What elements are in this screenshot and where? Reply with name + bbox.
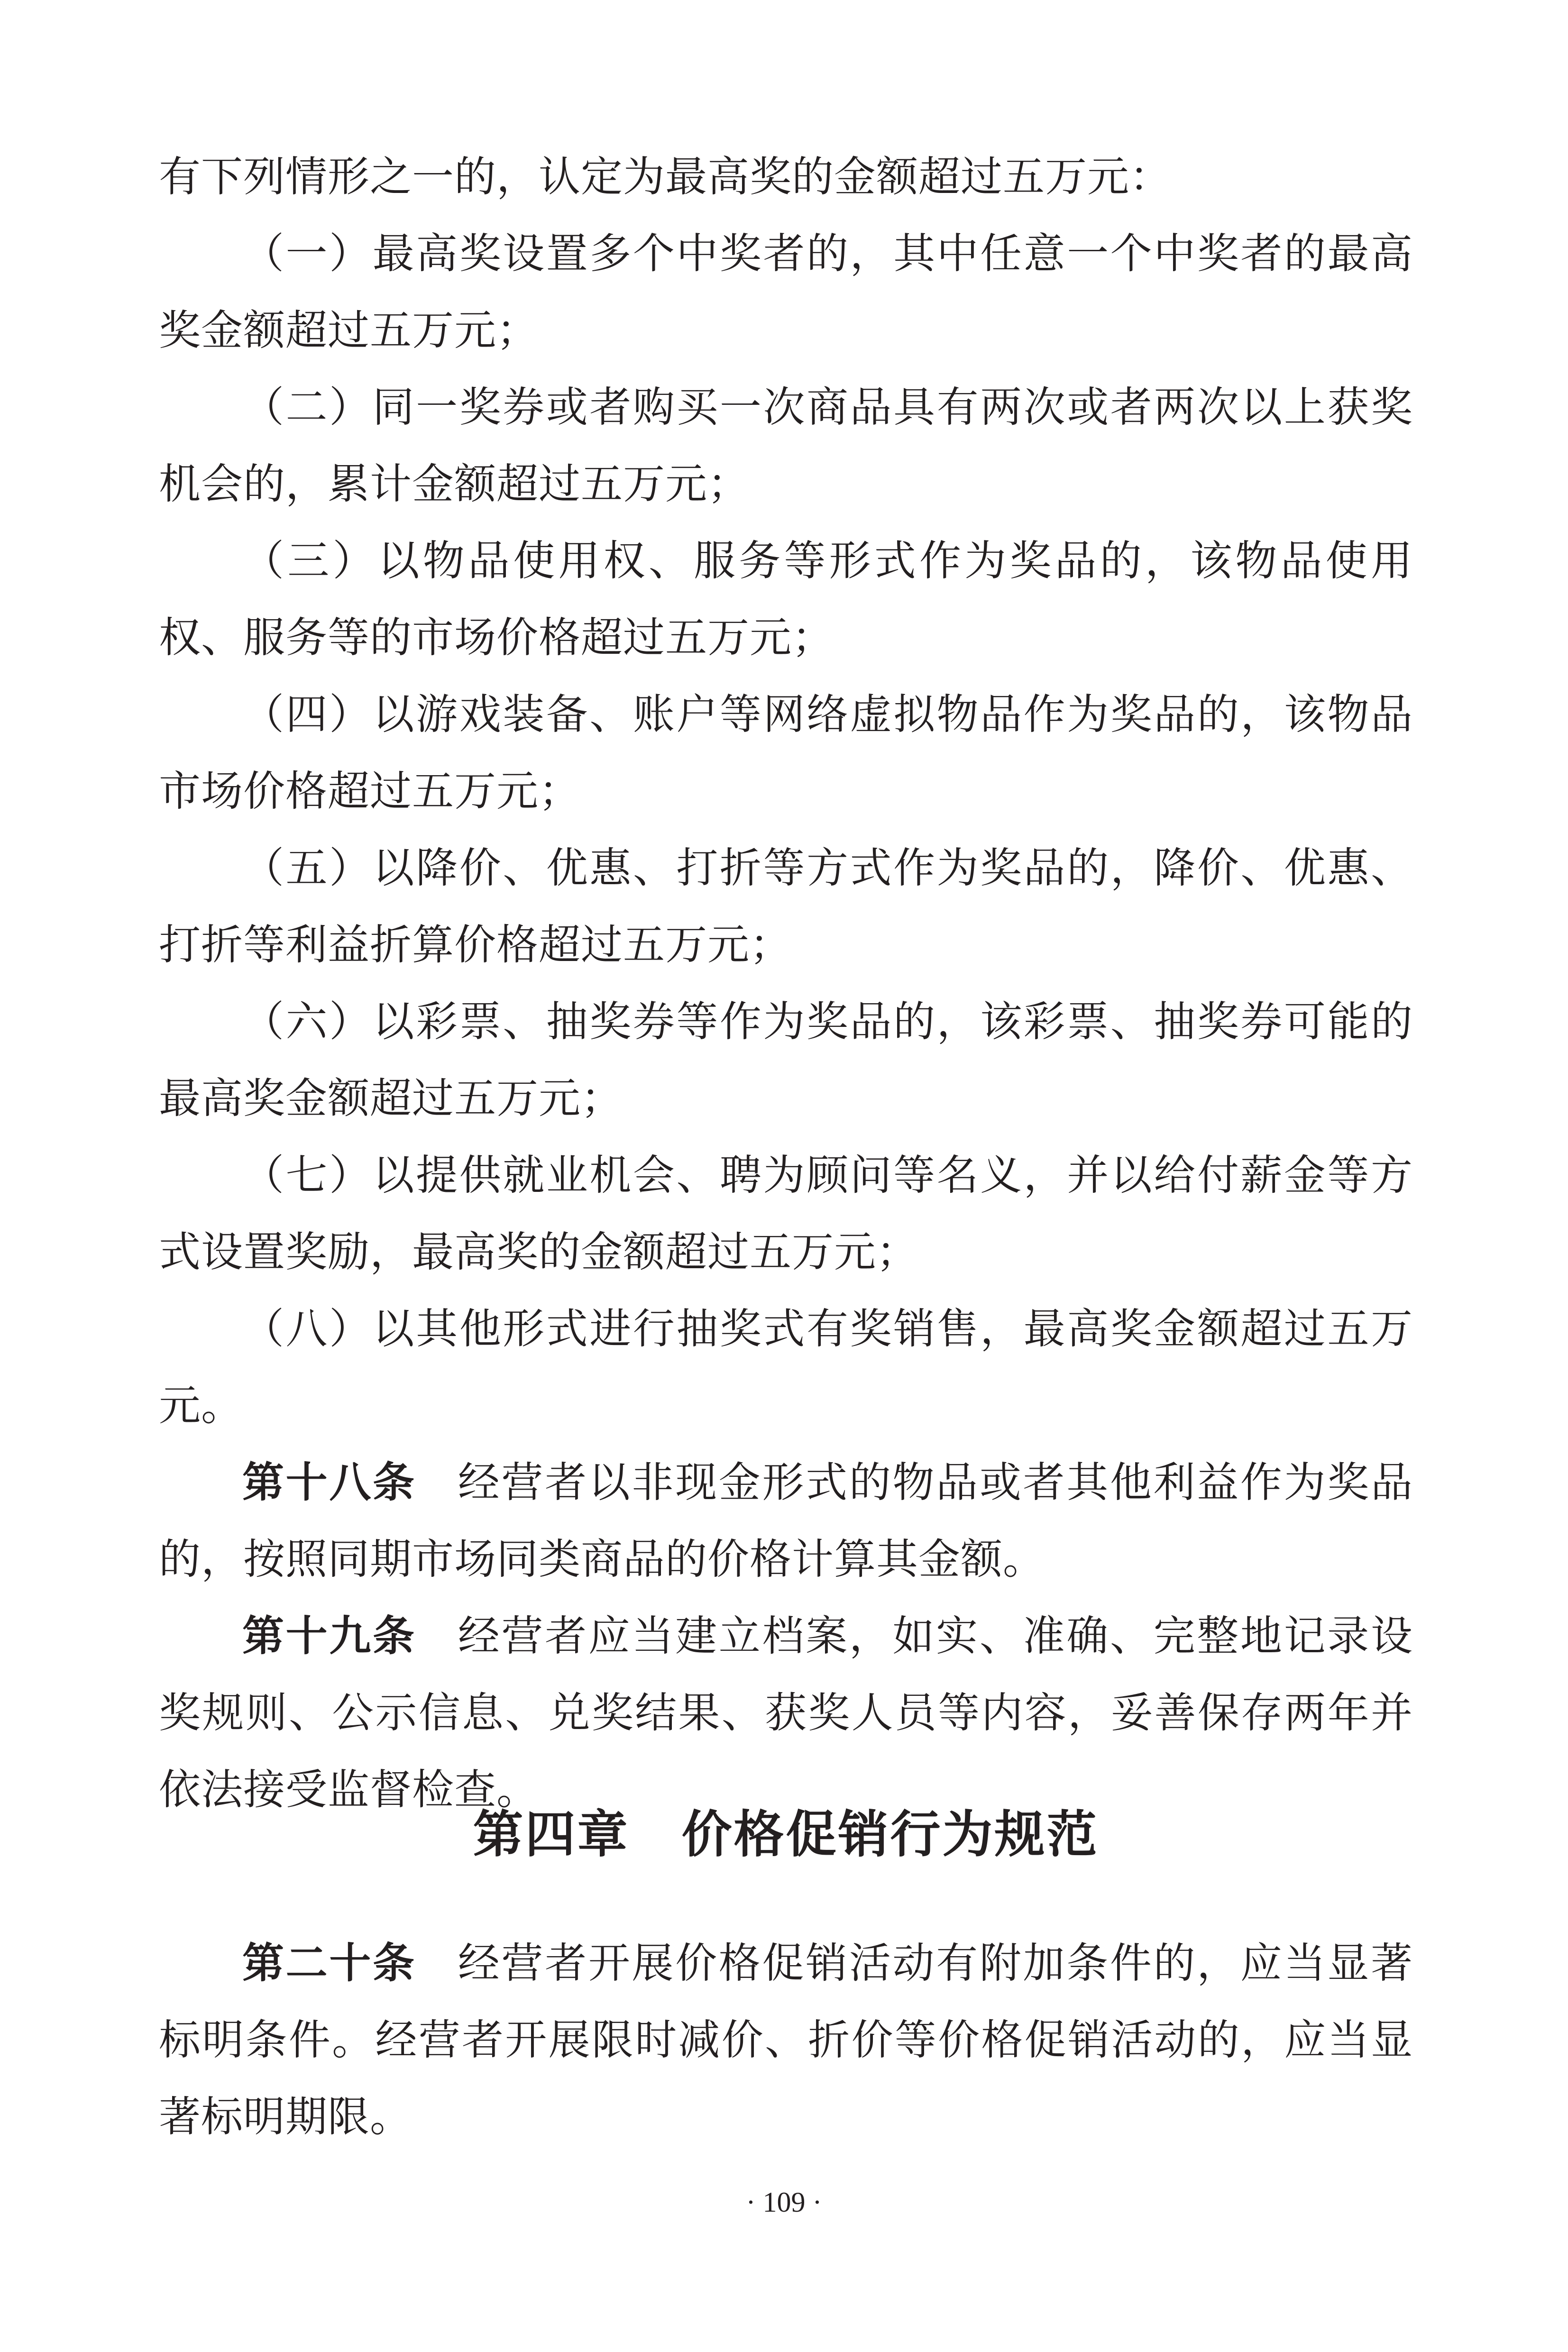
list-item: （八）以其他形式进行抽奖式有奖销售，最高奖金额超过五万元。 bbox=[159, 1304, 1413, 1430]
page-number: · 109 · bbox=[746, 2187, 822, 2218]
list-item: （三）以物品使用权、服务等形式作为奖品的，该物品使用权、服务等的市场价格超过五万元； bbox=[159, 536, 1413, 662]
list-item: （二）同一奖券或者购买一次商品具有两次或者两次以上获奖机会的，累计金额超过五万元； bbox=[159, 383, 1413, 508]
article-paragraph bbox=[159, 1444, 1413, 1598]
article-title: 第十九条 bbox=[242, 1611, 416, 1660]
article-body: 经营者开展价格促销活动有附加条件的，应当显著标明条件。经营者开展限时减价、折价等价格促销活动的，应当显著标明期限。 bbox=[159, 1939, 1413, 2141]
chapter-title: 价格促销行为规范 bbox=[681, 1805, 1099, 1864]
article-title: 第十八条 bbox=[242, 1458, 416, 1507]
article-body: 经营者以非现金形式的物品或者其他利益作为奖品的，按照同期市场同类商品的价格计算其金额。 bbox=[159, 1458, 1413, 1583]
list-item: （四）以游戏装备、账户等网络虚拟物品作为奖品的，该物品市场价格超过五万元； bbox=[159, 690, 1413, 815]
chapter-number: 第四章 bbox=[473, 1805, 630, 1864]
article-paragraph bbox=[159, 1925, 1413, 2155]
chapter-heading bbox=[159, 1802, 1413, 1868]
body-text-upper bbox=[159, 138, 1413, 1828]
body-text-lower bbox=[159, 1925, 1413, 2155]
article-body: 经营者应当建立档案，如实、准确、完整地记录设奖规则、公示信息、兑奖结果、获奖人员等内容，妥善保存两年并依法接受监督检查。 bbox=[159, 1611, 1413, 1814]
list-item: （七）以提供就业机会、聘为顾问等名义，并以给付薪金等方式设置奖励，最高奖的金额超过五万元； bbox=[159, 1151, 1413, 1276]
article-title: 第二十条 bbox=[242, 1939, 416, 1987]
article-paragraph bbox=[159, 1598, 1413, 1828]
list-item: （五）以降价、优惠、打折等方式作为奖品的，降价、优惠、打折等利益折算价格超过五万元； bbox=[159, 843, 1413, 969]
paragraph-lead: 有下列情形之一的，认定为最高奖的金额超过五万元： bbox=[159, 152, 1172, 201]
list-item: （六）以彩票、抽奖券等作为奖品的，该彩票、抽奖券可能的最高奖金额超过五万元； bbox=[159, 997, 1413, 1123]
list-item: （一）最高奖设置多个中奖者的，其中任意一个中奖者的最高奖金额超过五万元； bbox=[159, 229, 1413, 355]
